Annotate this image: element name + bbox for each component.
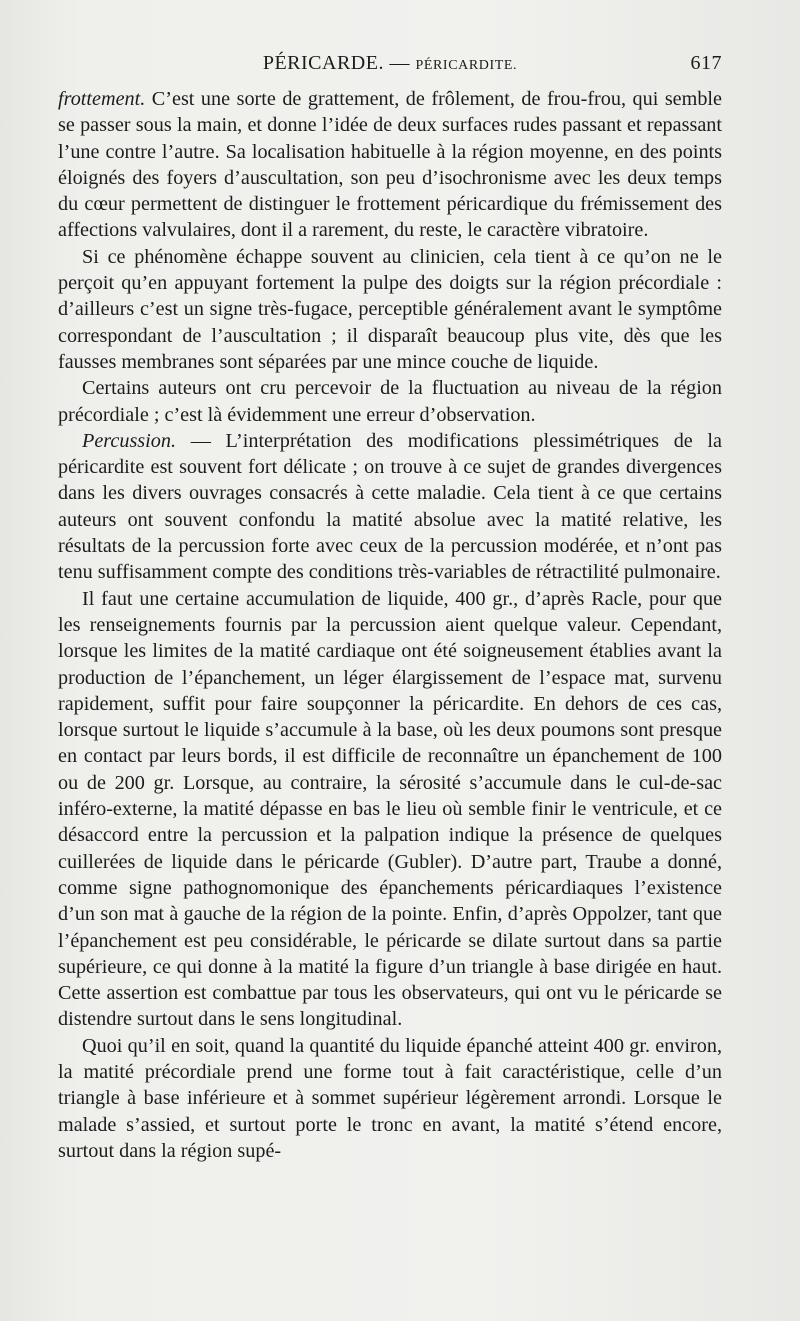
page-number: 617 [690, 52, 722, 74]
body-text [58, 86, 722, 1164]
paragraph-text: Il faut une certaine accumulation de liquide, 400 gr., d’après Racle, pour que les renseignements fournis par la percussion aient quelque valeur. Cependant, lorsque les limites de la matité cardiaque ont été soigneusement établies avant la production de l’épanchement, un léger élargissement de l’espace mat, survenu rapidement, suffit pour faire soupçonner la péricardite. En dehors de ces cas, lorsque surtout le liquide s’accumule à la base, où les deux poumons sont presque en contact par leurs bords, il est difficile de reconnaître un épanchement de 100 ou de 200 gr. Lorsque, au contraire, la sérosité s’accumule dans le cul-de-sac inféro-externe, la matité dépasse en bas le lieu où semble finir le ventricule, et ce désaccord entre la percussion et la palpation indique la présence de quelques cuillerées de liquide dans le péricarde (Gubler). D’autre part, Traube a donné, comme signe pathognomonique des épanchements péricardiaques l’existence d’un son mat à gauche de la région de la pointe. Enfin, d’après Oppolzer, tant que l’épanchement est peu considérable, le péricarde se dilate surtout dans sa partie supérieure, ce qui donne à la matité la figure d’un triangle à base dirigée en haut. Cette assertion est combattue par tous les observateurs, qui ont vu le péricarde se distendre surtout dans le sens longitudinal. [58, 587, 722, 1031]
section-heading-percussion: Percussion. [82, 429, 177, 452]
page-header [58, 52, 722, 82]
paragraph-accumulation [58, 586, 722, 1033]
paragraph-text: — L’interprétation des modifications plessimétriques de la péricardite est souvent fort délicate ; on trouve à ce sujet de grandes divergences dans les divers ouvrages consacrés à cette maladie. Cela tient à ce que certains auteurs ont souvent confondu la matité absolue avec la matité relative, les résultats de la percussion forte avec ceux de la percussion modérée, et n’ont pas tenu suffisamment compte des conditions très-variables de rétractilité pulmonaire. [58, 429, 722, 584]
paragraph-text: Certains auteurs ont cru percevoir de la fluctuation au niveau de la région précordiale ; c’est là évidemment une erreur d’observation. [58, 377, 722, 426]
running-title-subtitle: PÉRICARDITE. [415, 58, 518, 73]
paragraph-lead-frottement: frottement. [58, 88, 146, 110]
paragraph-quantite [58, 1033, 722, 1164]
paragraph-text: Quoi qu’il en soit, quand la quantité du liquide épanché atteint 400 gr. environ, la matité précordiale prend une forme tout à fait caractéristique, celle d’un triangle à base inférieure et à sommet supérieur légèrement arrondi. Lorsque le malade s’assied, et surtout porte le tronc en avant, la matité s’étend encore, surtout dans la région supé- [58, 1034, 722, 1162]
paragraph-text: Si ce phénomène échappe souvent au clinicien, cela tient à ce qu’on ne le perçoit qu’en appuyant fortement la pulpe des doigts sur la région précordiale : d’ailleurs c’est un signe très-fugace, perceptible généralement avant le symptôme correspondant de l’auscultation ; il disparaît beaucoup plus vite, dès que les fausses membranes sont séparées par une mince couche de liquide. [58, 245, 722, 373]
paragraph-text: C’est une sorte de grattement, de frôlement, de frou-frou, qui semble se passer sous la main, et donne l’idée de deux surfaces rudes passant et repassant l’une contre l’autre. Sa localisation habituelle à la région moyenne, en des points éloignés des foyers d’auscultation, son peu d’isochronisme avec les deux temps du cœur permettent de distinguer le frottement péricardique du frémissement des affections valvulaires, dont il a rarement, du reste, le caractère vibratoire. [58, 88, 722, 242]
running-title-main: PÉRICARDE. — [262, 52, 416, 74]
paragraph-fluctuation [58, 375, 722, 428]
paragraph-frottement [58, 86, 722, 244]
paragraph-clinicien [58, 244, 722, 375]
paragraph-percussion [58, 428, 722, 586]
running-title [58, 52, 722, 75]
